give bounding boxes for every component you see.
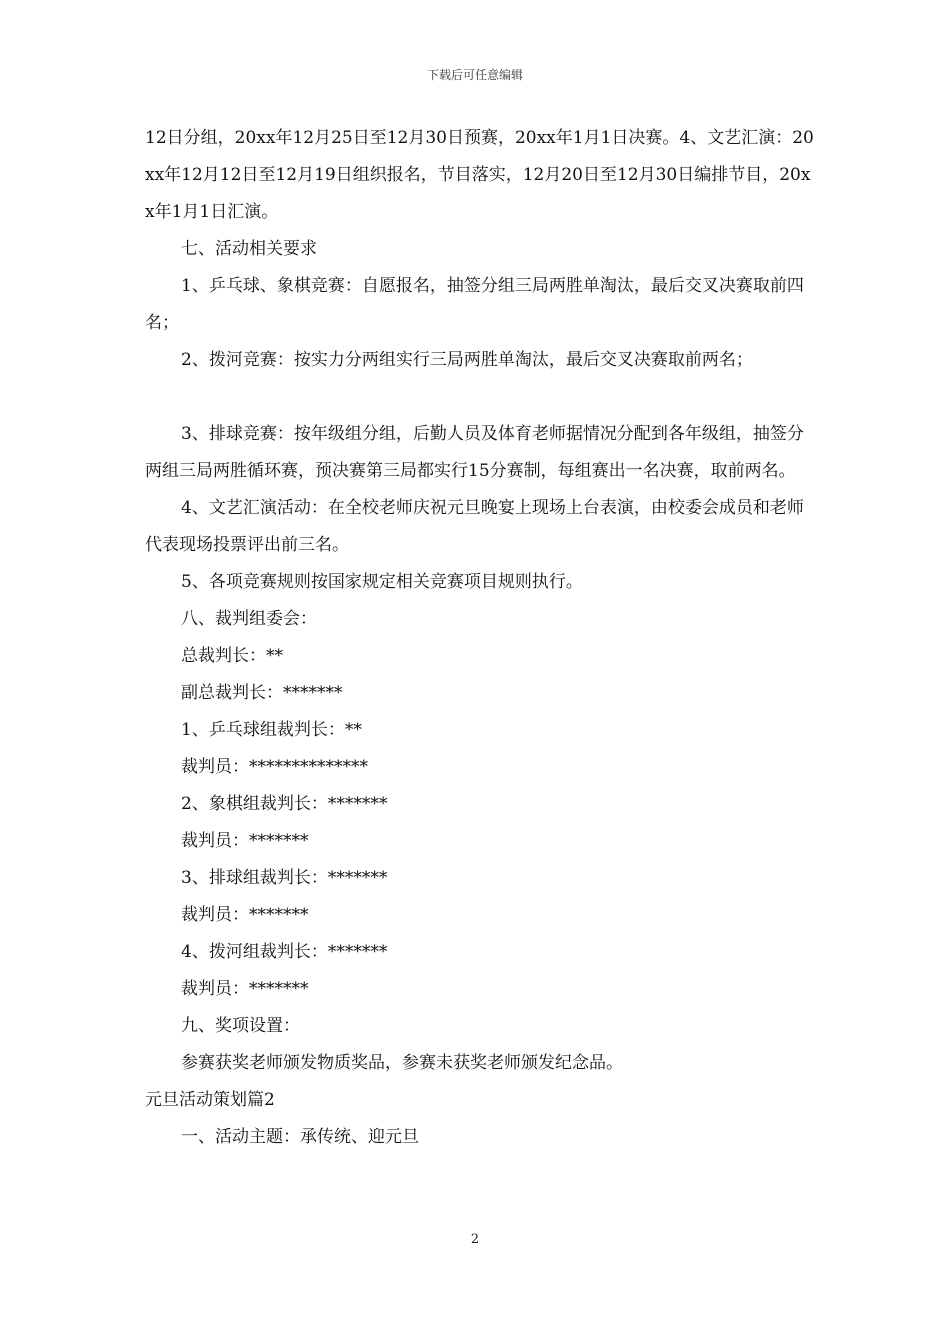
paragraph-tug-of-war: 2、拨河竞赛：按实力分两组实行三局两胜单淘汰，最后交叉决赛取前两名； [181, 350, 753, 370]
paragraph-schedule: 12日分组，20xx年12月25日至12月30日预赛，20xx年1月1日决赛。4、文艺汇演：20xx年12月12日至12月19日组织报名，节目落实，12月20日至12月30日编排节目，20xx年1月1日汇演。 [145, 128, 814, 222]
referee-line: 裁判员：******* [181, 979, 309, 999]
referee-line: 裁判员：******* [181, 831, 309, 851]
page-header: 下载后可任意编辑 [426, 68, 523, 82]
section-heading-awards: 九、奖项设置： [181, 1016, 300, 1036]
referee-line: 4、拨河组裁判长：******* [181, 942, 388, 962]
document-body [145, 120, 815, 1156]
referee-line: 3、排球组裁判长：******* [181, 868, 388, 888]
paragraph-volleyball: 3、排球竞赛：按年级组分组，后勤人员及体育老师据情况分配到各年级组，抽签分两组三局两胜循环赛，预决赛第三局都实行15分赛制，每组赛出一名决赛，取前两名。 [145, 424, 804, 481]
referee-line: 裁判员：******* [181, 905, 309, 925]
blank-line [145, 379, 815, 416]
paragraph-rules: 5、各项竞赛规则按国家规定相关竞赛项目规则执行。 [181, 572, 583, 592]
page-number: 2 [470, 1232, 480, 1247]
article-title: 元旦活动策划篇2 [145, 1090, 275, 1110]
referee-line: 总裁判长：** [181, 646, 283, 666]
referee-line: 副总裁判长：******* [181, 683, 343, 703]
referee-line: 裁判员：************** [181, 757, 368, 777]
section-heading-referees: 八、裁判组委会： [181, 609, 317, 629]
referee-line: 1、乒乓球组裁判长：** [181, 720, 362, 740]
paragraph-awards: 参赛获奖老师颁发物质奖品，参赛未获奖老师颁发纪念品。 [181, 1053, 623, 1073]
section-heading-theme: 一、活动主题：承传统、迎元旦 [181, 1127, 419, 1147]
referee-line: 2、象棋组裁判长：******* [181, 794, 388, 814]
paragraph-pingpong-chess: 1、乒乓球、象棋竞赛：自愿报名，抽签分组三局两胜单淘汰，最后交叉决赛取前四名； [145, 276, 804, 333]
paragraph-performance: 4、文艺汇演活动：在全校老师庆祝元旦晚宴上现场上台表演，由校委会成员和老师代表现场投票评出前三名。 [145, 498, 804, 555]
section-heading-requirements: 七、活动相关要求 [181, 239, 317, 259]
